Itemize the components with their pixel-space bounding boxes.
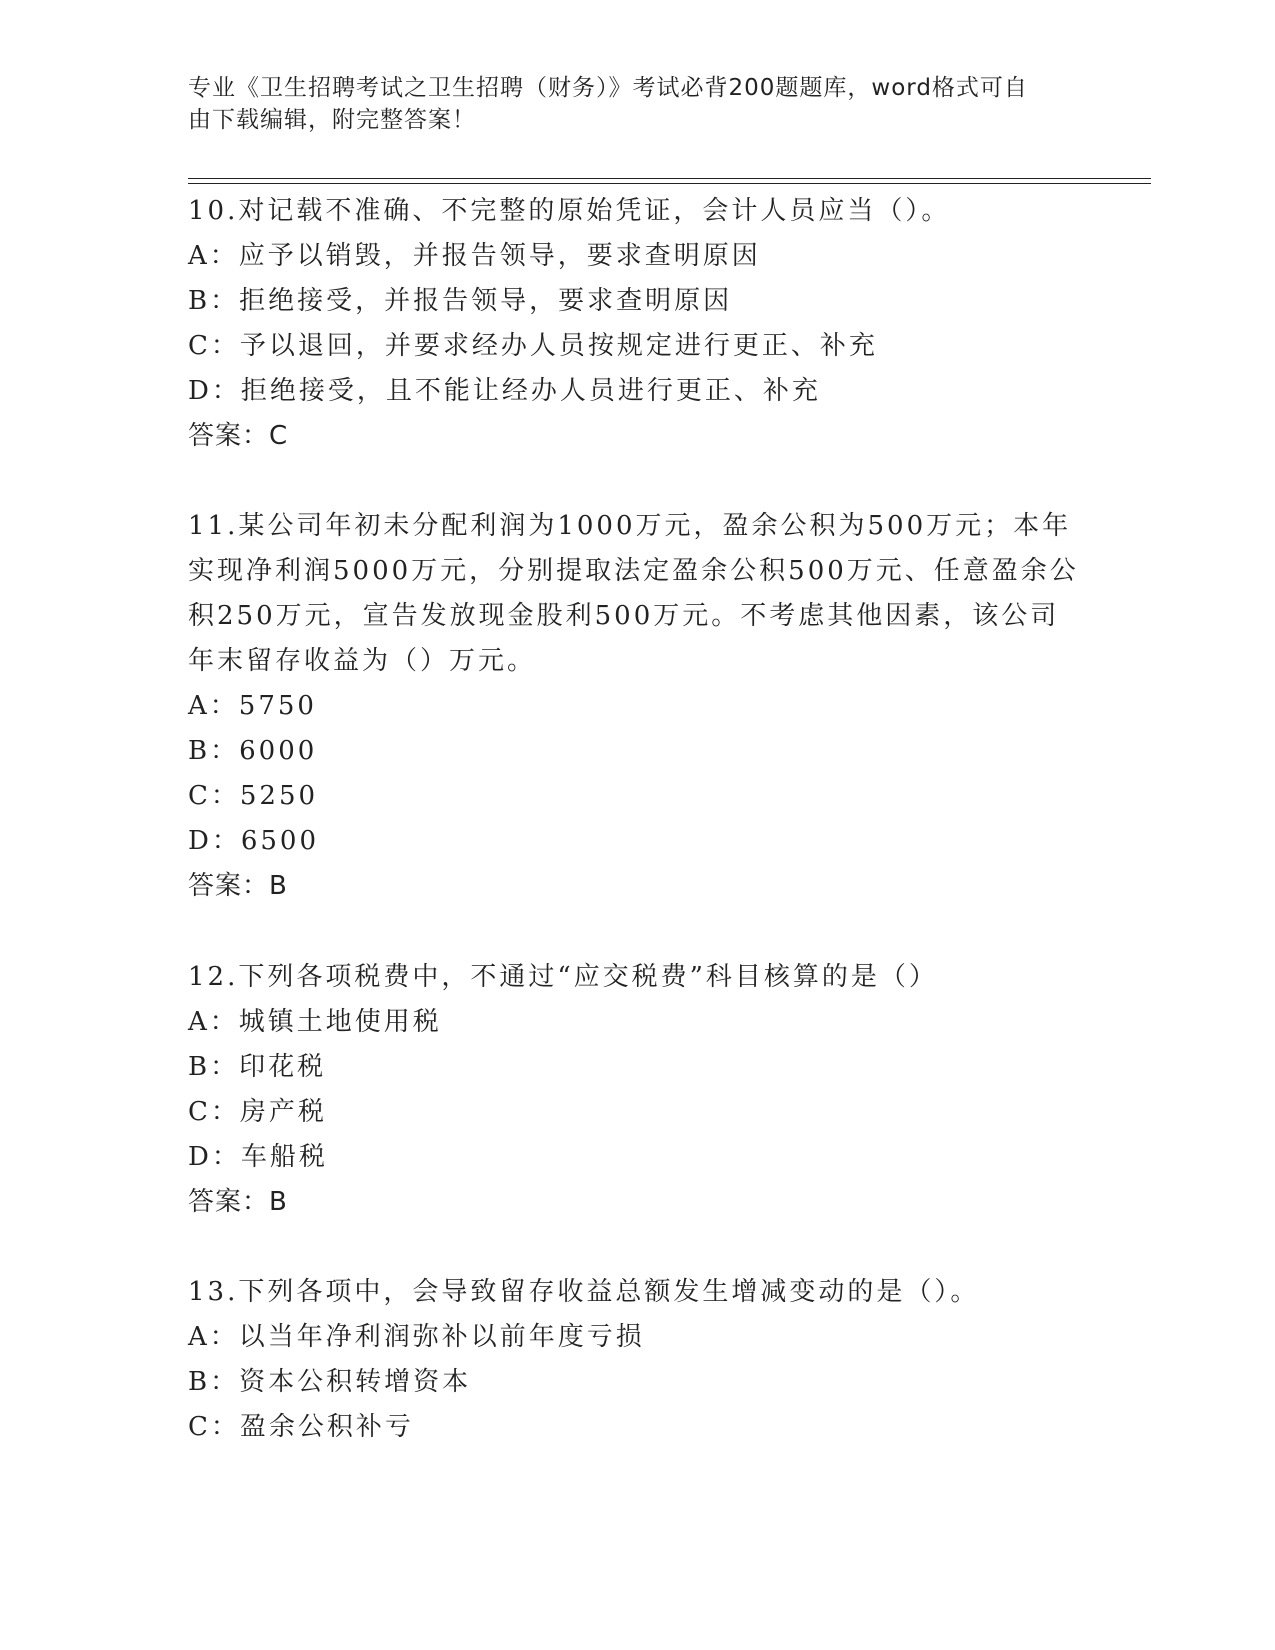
question-10-option-a: A：应予以销毁，并报告领导，要求查明原因	[188, 241, 761, 271]
document-header	[188, 72, 1068, 136]
question-11-stem-line-1: 11.某公司年初未分配利润为1000万元，盈余公积为500万元；本年	[188, 511, 1072, 541]
question-10-option-c: C：予以退回，并要求经办人员按规定进行更正、补充	[188, 331, 878, 361]
question-13-option-c: C：盈余公积补亏	[188, 1412, 414, 1442]
question-12-option-b: B：印花税	[188, 1052, 327, 1082]
question-12-option-a: A：城镇土地使用税	[188, 1007, 442, 1037]
header-line-1: 专业《卫生招聘考试之卫生招聘（财务）》考试必背200题题库，word格式可自	[188, 75, 1028, 101]
question-12-option-d: D：车船税	[188, 1142, 328, 1172]
question-10-option-d: D：拒绝接受，且不能让经办人员进行更正、补充	[188, 376, 821, 406]
question-10-option-b: B：拒绝接受，并报告领导，要求查明原因	[188, 286, 733, 316]
question-11-option-a: A：5750	[188, 691, 317, 721]
question-12-answer: 答案：B	[188, 1187, 288, 1217]
question-13-option-b: B：资本公积转增资本	[188, 1367, 472, 1397]
question-11-option-b: B：6000	[188, 736, 318, 766]
question-10-stem: 10.对记载不准确、不完整的原始凭证，会计人员应当（）。	[188, 196, 951, 226]
question-10-answer: 答案：C	[188, 421, 289, 451]
question-11-option-d: D：6500	[188, 826, 320, 856]
question-13-stem: 13.下列各项中，会导致留存收益总额发生增减变动的是（）。	[188, 1277, 980, 1307]
header-divider-bottom	[188, 183, 1151, 184]
header-line-2: 由下载编辑，附完整答案！	[188, 107, 476, 133]
question-13-option-a: A：以当年净利润弥补以前年度亏损	[188, 1322, 645, 1352]
question-12-option-c: C：房产税	[188, 1097, 327, 1127]
question-12-stem: 12.下列各项税费中，不通过“应交税费”科目核算的是（）	[188, 962, 938, 992]
question-11-answer: 答案：B	[188, 871, 288, 901]
question-11-option-c: C：5250	[188, 781, 319, 811]
header-divider-top	[188, 178, 1151, 179]
question-11-stem-line-3: 积250万元，宣告发放现金股利500万元。不考虑其他因素，该公司	[188, 601, 1060, 631]
question-11-stem-line-2: 实现净利润5000万元，分别提取法定盈余公积500万元、任意盈余公	[188, 556, 1079, 586]
question-11-stem-line-4: 年末留存收益为（）万元。	[188, 646, 537, 676]
